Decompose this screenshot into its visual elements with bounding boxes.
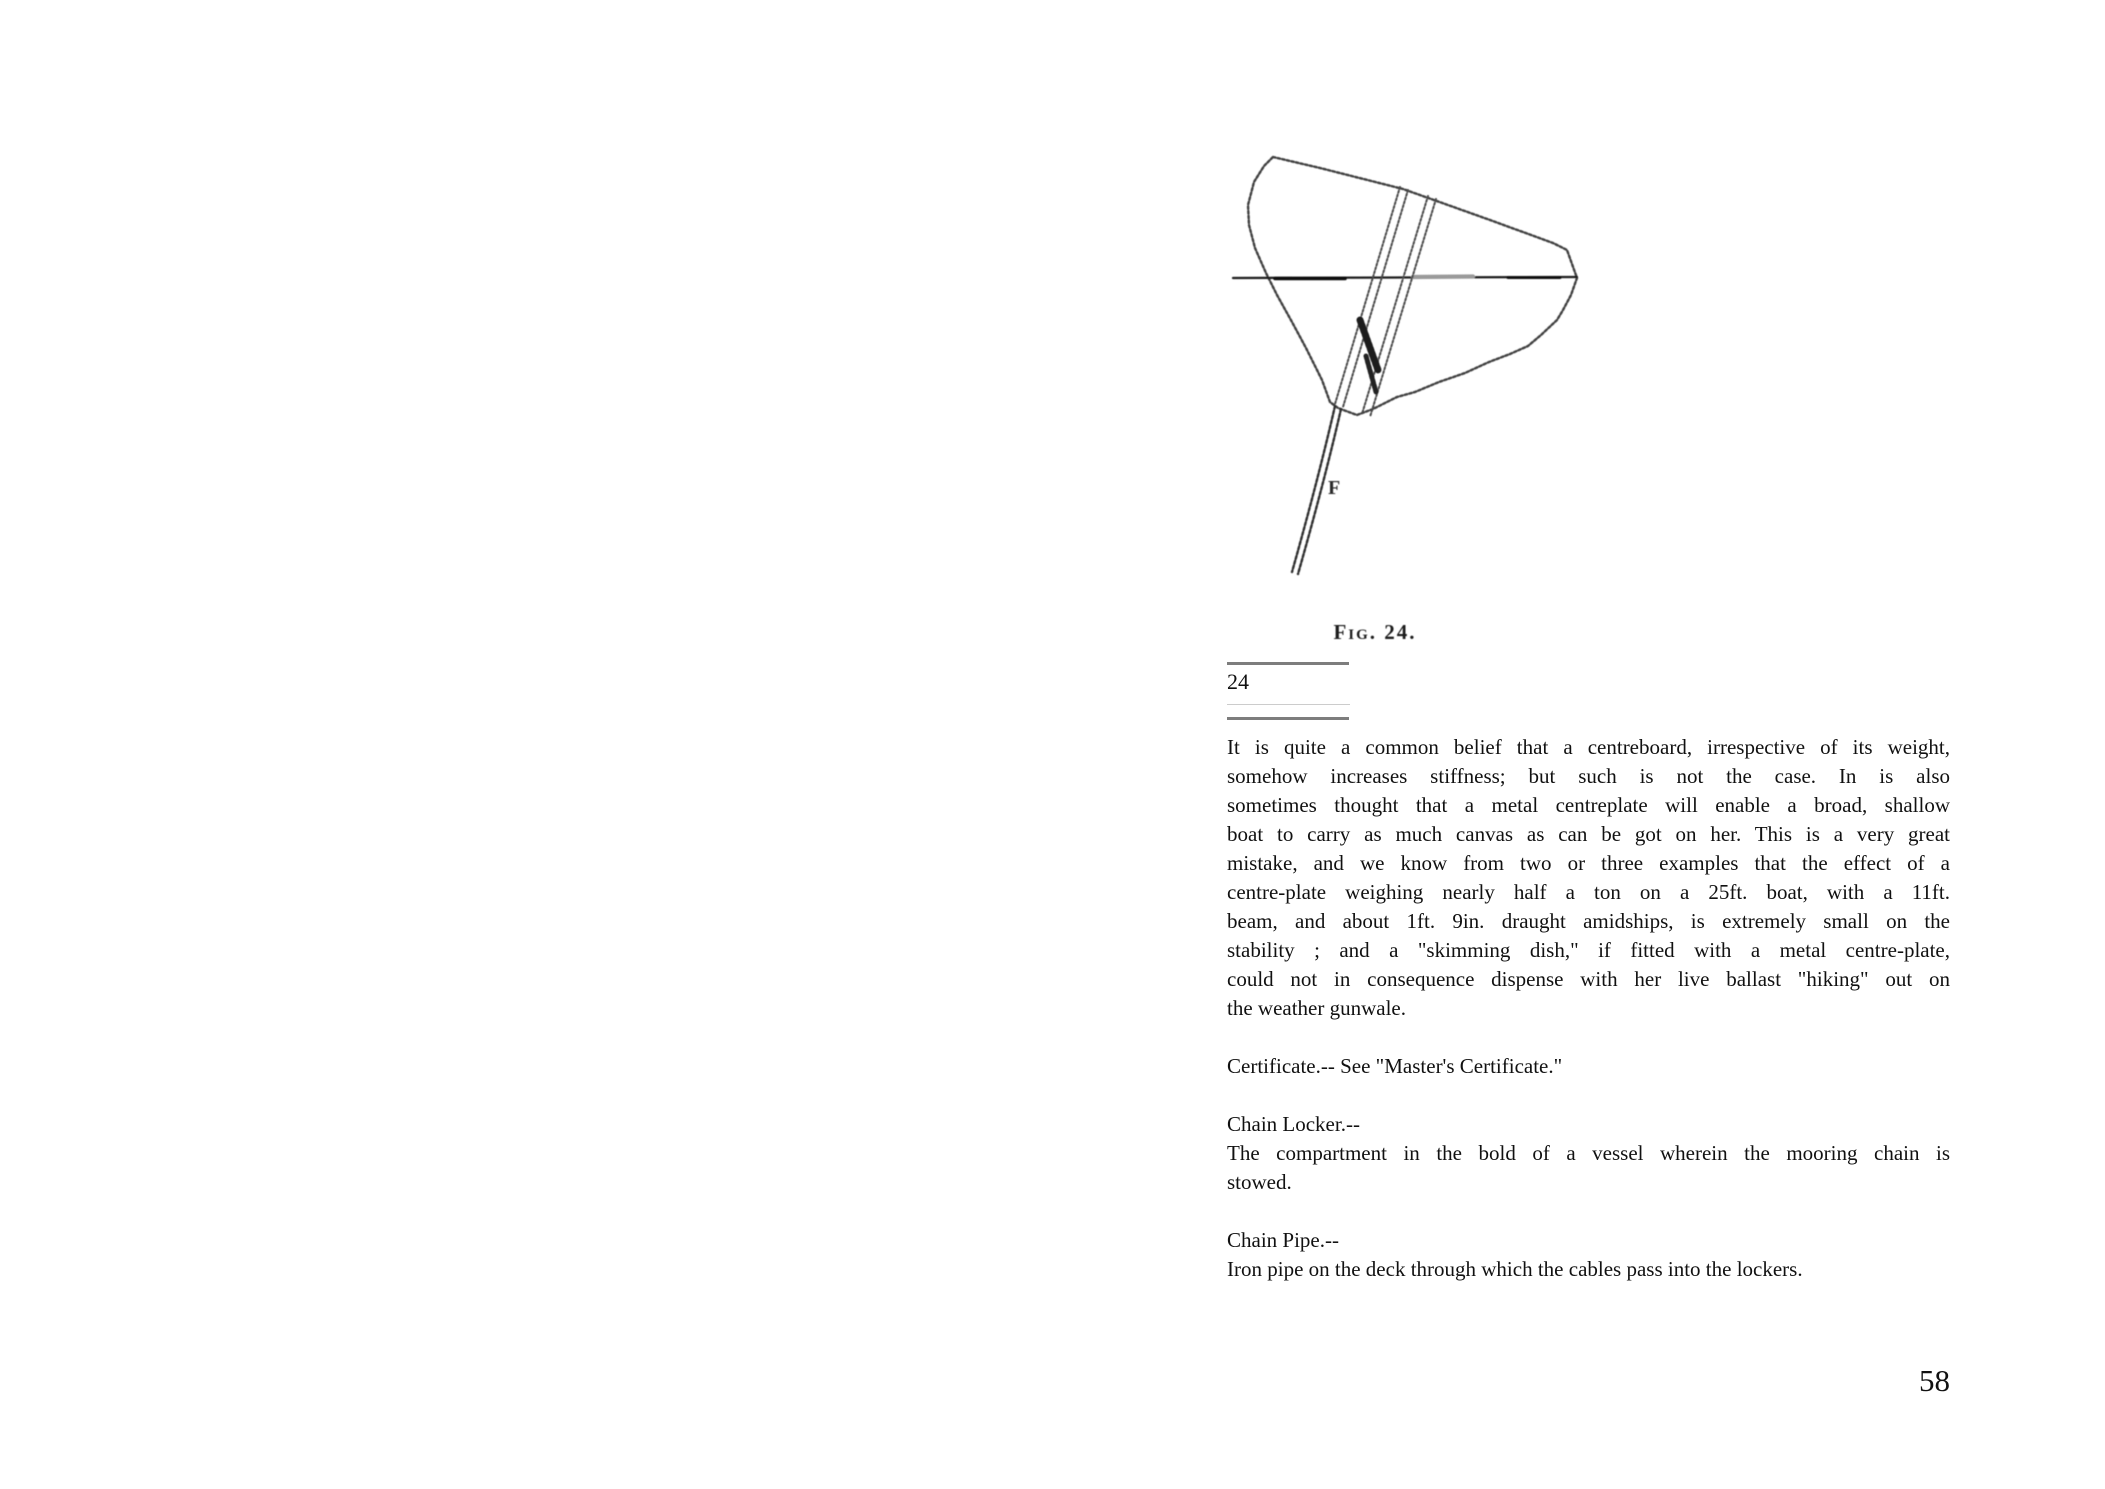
text-line: Certificate.-- See "Master's Certificate." <box>1227 1054 1563 1078</box>
paragraph <box>1227 1052 1950 1081</box>
text-line: beam, and about 1ft. 9in. draught amidships, is extremely small on the <box>1227 909 1950 933</box>
text-line: centre-plate weighing nearly half a ton on a 25ft. boat, with a 11ft. <box>1227 880 1950 904</box>
waterline-gray-band <box>1413 277 1473 278</box>
paragraph <box>1227 1226 1950 1284</box>
text-line: somehow increases stiffness; but such is not the case. In is also <box>1227 764 1950 788</box>
fin-label: F <box>1328 477 1341 499</box>
figure-caption: Fig. 24. <box>1333 620 1417 644</box>
text-line: Iron pipe on the deck through which the cables pass into the lockers. <box>1227 1257 1803 1281</box>
page-number: 58 <box>1919 1363 1950 1398</box>
text-line: stowed. <box>1227 1170 1292 1194</box>
horizontal-rule-bottom <box>1227 717 1349 720</box>
thin-divider-line <box>1227 704 1350 705</box>
text-line: sometimes thought that a metal centreplate will enable a broad, shallow <box>1227 793 1950 817</box>
centreboard-trunk-lines <box>1335 187 1436 417</box>
text-line: boat to carry as much canvas as can be got on her. This is a very great <box>1227 822 1950 846</box>
text-line: stability ; and a "skimming dish," if fitted with a metal centre-plate, <box>1227 938 1950 962</box>
text-line: Chain Locker.-- <box>1227 1112 1360 1136</box>
text-column <box>1227 733 1950 1284</box>
figure-page-ref-number: 24 <box>1227 669 1249 694</box>
hull-outline-path <box>1248 157 1577 415</box>
paragraph <box>1227 1110 1950 1197</box>
text-line: The compartment in the bold of a vessel wherein the mooring chain is <box>1227 1141 1950 1165</box>
horizontal-rule-top <box>1227 662 1349 665</box>
text-line: could not in consequence dispense with her live ballast "hiking" out on <box>1227 967 1950 991</box>
text-line: the weather gunwale. <box>1227 996 1407 1020</box>
text-line: Chain Pipe.-- <box>1227 1228 1339 1252</box>
figure-24 <box>1230 130 1586 660</box>
text-line: mistake, and we know from two or three examples that the effect of a <box>1227 851 1950 875</box>
paragraph <box>1227 733 1950 1023</box>
hull-cross-section-sketch <box>1230 130 1586 620</box>
text-line: It is quite a common belief that a centreboard, irrespective of its weight, <box>1227 735 1950 759</box>
